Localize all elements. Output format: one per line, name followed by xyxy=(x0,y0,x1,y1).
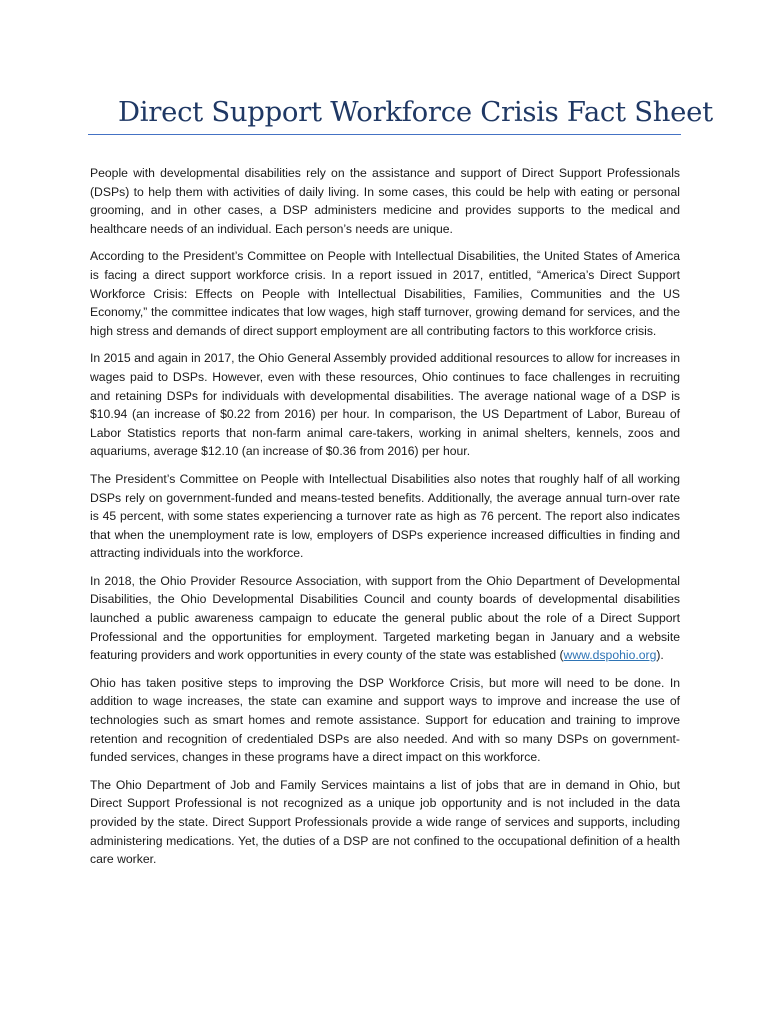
page-title: Direct Support Workforce Crisis Fact Sheet xyxy=(118,96,713,128)
paragraph-awareness-text: In 2018, the Ohio Provider Resource Association, with support from the Ohio Department of Developmental Disabilities, the Ohio Developmental Disabilities Council and county boards of developmental disabilities launched a public awareness campaign to educate the general public about the role of a Direct Support Professional and the opportunities for employment. Targeted marketing began in January and a website featuring providers and work opportunities in every county of the state was established ( xyxy=(90,573,680,663)
paragraph-benefits-turnover: The President’s Committee on People with Intellectual Disabilities also notes that roughly half of all working DSPs rely on government-funded and means-tested benefits. Additionally, the average annual turn-over rate is 45 percent, with some states experiencing a turnover rate as high as 76 percent. The report also indicates that when the unemployment rate is low, employers of DSPs experience increased difficulties in finding and attracting individuals into the workforce. xyxy=(90,471,680,561)
title-underline-rule xyxy=(88,134,681,135)
document-body xyxy=(90,164,680,878)
paragraph-awareness-tail: ). xyxy=(656,648,664,663)
paragraph-next-steps: Ohio has taken positive steps to improving the DSP Workforce Crisis, but more will need to be done. In addition to wage increases, the state can examine and support ways to improve and increase the use of technologies such as smart homes and remote assistance. Support for education and training to improve retention and recognition of credentialed DSPs are also needed. And with so many DSPs on government-funded services, changes in these programs have a direct impact on this workforce. xyxy=(90,675,680,765)
paragraph-wages: In 2015 and again in 2017, the Ohio General Assembly provided additional resources to allow for increases in wages paid to DSPs. However, even with these resources, Ohio continues to face challenges in recruiting and retaining DSPs for individuals with developmental disabilities. The average national wage of a DSP is $10.94 (an increase of $0.22 from 2016) per hour. In comparison, the US Department of Labor, Bureau of Labor Statistics reports that non-farm animal care-takers, working in animal shelters, kennels, zoos and aquariums, average $12.10 (an increase of $0.36 from 2016) per hour. xyxy=(90,351,680,459)
paragraph-presidents-committee: According to the President’s Committee on People with Intellectual Disabilities, the United States of America is facing a direct support workforce crisis. In a report issued in 2017, entitled, “America’s Direct Support Workforce Crisis: Effects on People with Intellectual Disabilities, Families, Communities and the US Economy,” the committee indicates that low wages, high staff turnover, growing demand for services, and the high stress and demands of direct support employment are all contributing factors to this workforce crisis. xyxy=(90,249,680,338)
dspohio-link[interactable]: www.dspohio.org xyxy=(563,648,657,663)
paragraph-jfs-jobs: The Ohio Department of Job and Family Services maintains a list of jobs that are in demand in Ohio, but Direct Support Professional is not recognized as a unique job opportunity and is not included in the data provided by the state. Direct Support Professionals provide a wide range of services and supports, including administering medications. Yet, the duties of a DSP are not confined to the occupational definition of a health care worker. xyxy=(90,777,680,867)
paragraph-dsp-intro: People with developmental disabilities rely on the assistance and support of Direct Support Professionals (DSPs) to help them with activities of daily living. In some cases, this could be help with eating or personal grooming, and in other cases, a DSP administers medicine and provides supports to the medical and healthcare needs of an individual. Each person’s needs are unique. xyxy=(90,166,680,236)
paragraph-awareness-campaign xyxy=(90,572,680,665)
